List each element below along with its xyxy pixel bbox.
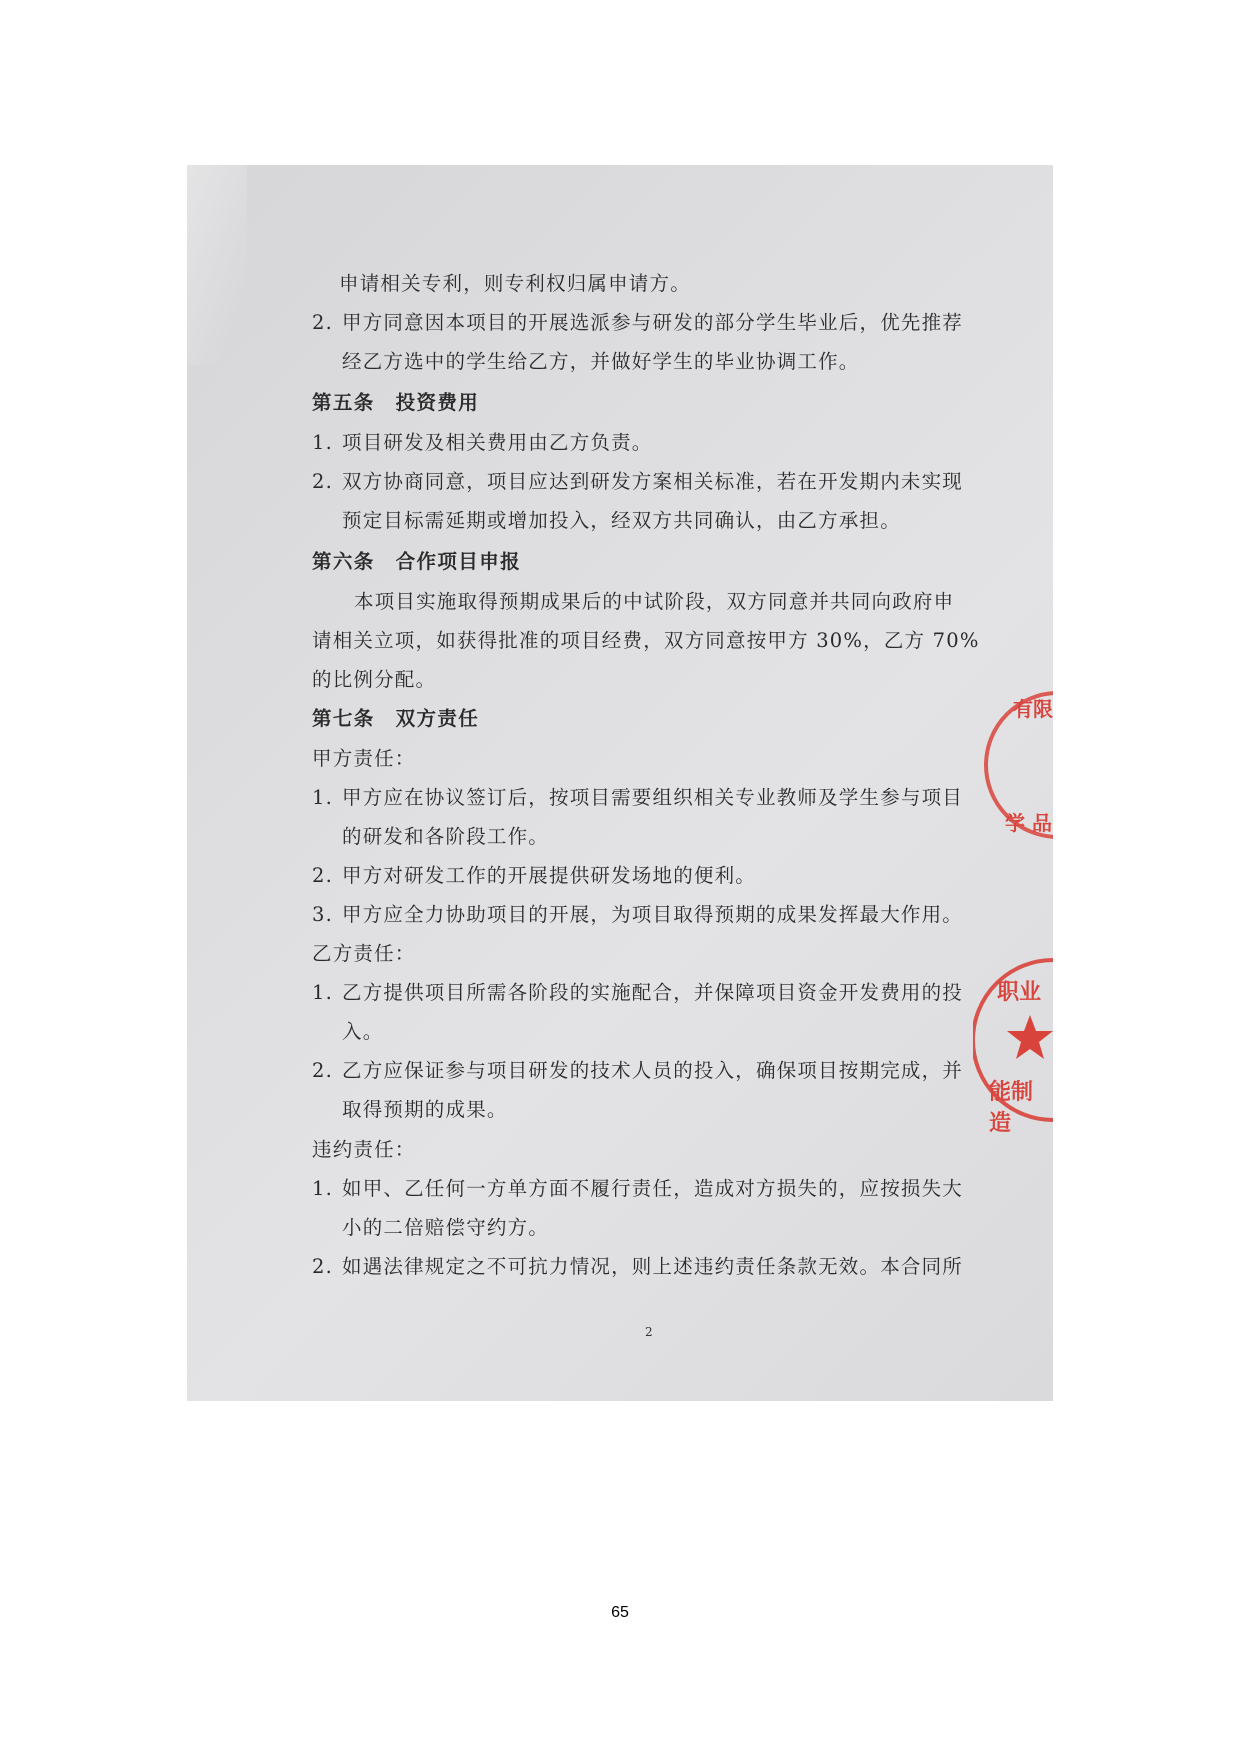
text-line: 的研发和各阶段工作。 <box>342 825 550 848</box>
list-text: 甲方对研发工作的开展提供研发场地的便利。 <box>342 864 757 887</box>
paragraph-line: 请相关立项，如获得批准的项目经费，双方同意按甲方 30%，乙方 70% <box>312 629 980 652</box>
text-line: 经乙方选中的学生给乙方，并做好学生的毕业协调工作。 <box>342 350 860 373</box>
list-item <box>312 1251 963 1279</box>
list-number: 1. <box>312 1177 334 1200</box>
list-item <box>312 307 963 335</box>
list-text: 双方协商同意，项目应达到研发方案相关标准，若在开发期内未实现 <box>342 470 964 493</box>
document-body <box>187 165 1053 1401</box>
seal-text-bottom-1: 职业 <box>997 980 1042 1005</box>
list-item <box>312 427 653 455</box>
text-line: 小的二倍赔偿守约方。 <box>342 1216 550 1239</box>
inner-page-number: 2 <box>645 1325 654 1339</box>
list-item <box>312 1173 963 1201</box>
list-text: 甲方同意因本项目的开展选派参与研发的部分学生毕业后，优先推荐 <box>342 311 964 334</box>
list-number: 2. <box>312 1255 334 1278</box>
paragraph-line: 的比例分配。 <box>312 668 437 691</box>
paragraph-line: 本项目实施取得预期成果后的中试阶段，双方同意并共同向政府申 <box>354 590 955 613</box>
text-line: 取得预期的成果。 <box>342 1098 508 1121</box>
text-line: 预定目标需延期或增加投入，经双方共同确认，由乙方承担。 <box>342 509 901 532</box>
list-number: 1. <box>312 981 334 1004</box>
list-item <box>312 860 756 888</box>
list-text: 甲方应在协议签订后，按项目需要组织相关专业教师及学生参与项目 <box>342 786 964 809</box>
list-item <box>312 977 963 1005</box>
list-text: 如甲、乙任何一方单方面不履行责任，造成对方损失的，应按损失大 <box>342 1177 964 1200</box>
seal-text-bottom-2: 能制造 <box>989 1080 1034 1136</box>
list-text: 甲方应全力协助项目的开展，为项目取得预期的成果发挥最大作用。 <box>342 903 964 926</box>
section-heading: 第五条 投资费用 <box>312 391 480 414</box>
text-line: 入。 <box>342 1020 384 1043</box>
list-text: 乙方提供项目所需各阶段的实施配合，并保障项目资金开发费用的投 <box>342 981 964 1004</box>
section-heading: 第七条 双方责任 <box>312 707 480 730</box>
list-number: 3. <box>312 903 334 926</box>
section-heading: 第六条 合作项目申报 <box>312 550 522 573</box>
list-text: 乙方应保证参与项目研发的技术人员的投入，确保项目按期完成，并 <box>342 1059 964 1082</box>
list-number: 2. <box>312 1059 334 1082</box>
subsection-label: 乙方责任： <box>312 942 416 965</box>
list-item <box>312 899 963 927</box>
list-item <box>312 1055 963 1083</box>
page-number: 65 <box>611 1604 629 1621</box>
subsection-label: 甲方责任： <box>312 747 416 770</box>
list-text: 如遇法律规定之不可抗力情况，则上述违约责任条款无效。本合同所 <box>342 1255 964 1278</box>
seal-text-top: 有限 <box>1013 697 1053 721</box>
list-number: 1. <box>312 786 334 809</box>
seal-text-middle: 学 品 <box>1005 811 1052 835</box>
subsection-label: 违约责任： <box>312 1138 416 1161</box>
star-icon <box>1005 1013 1053 1063</box>
list-number: 2. <box>312 864 334 887</box>
list-number: 2. <box>312 470 334 493</box>
list-text: 项目研发及相关费用由乙方负责。 <box>342 431 653 454</box>
list-item <box>312 782 963 810</box>
list-item <box>312 466 963 494</box>
scanned-document-photo <box>187 165 1053 1401</box>
list-number: 2. <box>312 311 334 334</box>
text-line: 申请相关专利，则专利权归属申请方。 <box>339 272 691 295</box>
list-number: 1. <box>312 431 334 454</box>
